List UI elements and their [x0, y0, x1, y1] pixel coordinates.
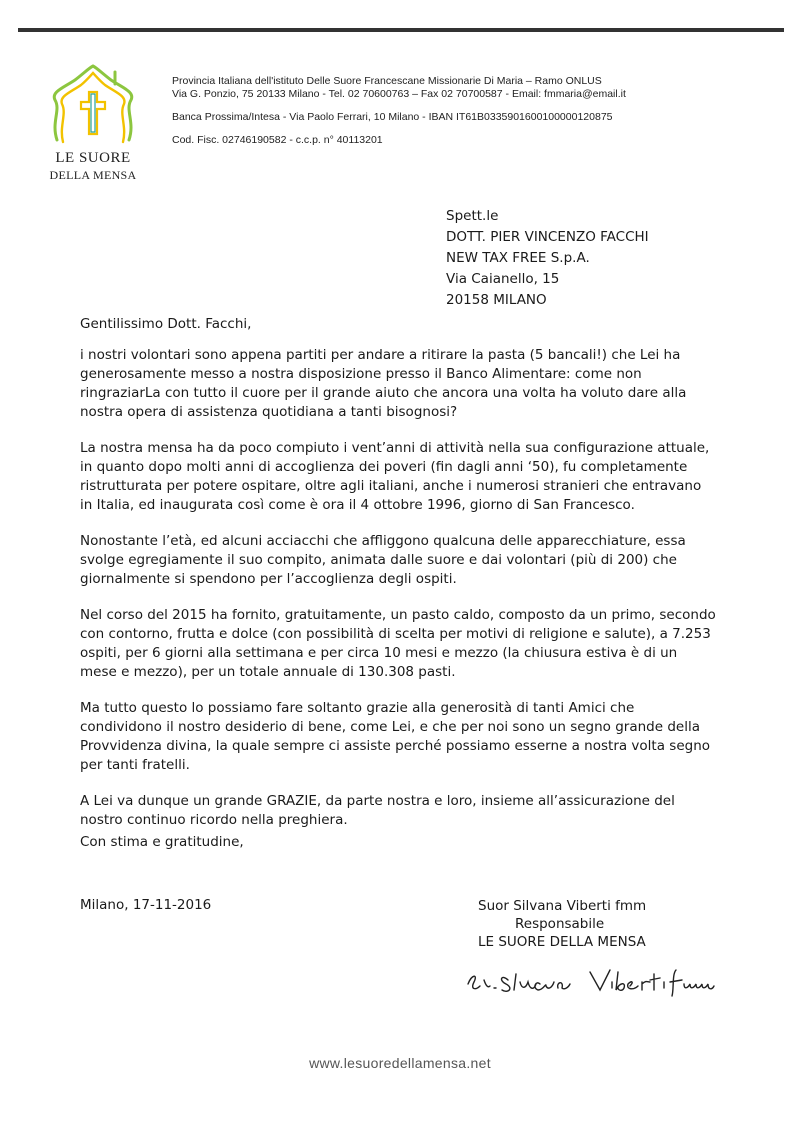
salutation: Gentilissimo Dott. Facchi,	[80, 316, 252, 332]
body-paragraph: Nonostante l’età, ed alcuni acciacchi che affliggono qualcuna delle apparecchiature, essa svolge egregiamente il suo compito, animata dalle suore e dai volontari (più di 200) che giornalmente si spendono per l’accoglienza degli ospiti.	[80, 533, 686, 587]
body-paragraph: La nostra mensa ha da poco compiuto i vent’anni di attività nella sua configurazione attuale, in quanto dopo molti anni di accoglienza dei poveri (fin dagli anni ‘50), fu completamente ristrutturata per potere ospitare, oltre agli italiani, anche i numerosi stranieri che entravano in Italia, ed inaugurata così come è ora il 4 ottobre 1996, giorno di San Francesco.	[80, 440, 710, 513]
body-paragraph: Ma tutto questo lo possiamo fare soltanto grazie alla generosità di tanti Amici che condividono il nostro desiderio di bene, come Lei, e che per noi sono un segno grande della Provvidenza divina, la quale sempre ci assiste perché possiamo esserne a nostra volta segno per tanti fratelli.	[80, 700, 711, 773]
recipient-greeting: Spett.le	[446, 208, 499, 224]
recipient-address	[446, 206, 649, 311]
signatory-organization: LE SUORE DELLA MENSA	[478, 934, 646, 950]
header-fiscal-line: Cod. Fisc. 02746190582 - c.c.p. n° 40113201	[172, 134, 383, 146]
website-footer[interactable]: www.lesuoredellamensa.net	[309, 1055, 491, 1071]
date-line: Milano, 17-11-2016	[80, 897, 212, 913]
house-cross-icon	[45, 62, 141, 148]
recipient-name: DOTT. PIER VINCENZO FACCHI	[446, 229, 649, 245]
signatory-name: Suor Silvana Viberti fmm	[478, 898, 647, 914]
header-bank-line: Banca Prossima/Intesa - Via Paolo Ferrari, 10 Milano - IBAN IT61B0335901600100000120875	[172, 111, 613, 123]
body-paragraph: A Lei va dunque un grande GRAZIE, da parte nostra e loro, insieme all’assicurazione del nostro continuo ricordo nella preghiera.	[80, 793, 675, 828]
body-paragraph: i nostri volontari sono appena partiti per andare a ritirare la pasta (5 bancali!) che Lei ha generosamente messo a nostra disposizione presso il Banco Alimentare: come non ringraziarLa con tutto il cuore per il grande aiuto che ancora una volta ha voluto dare alla nostra opera di assistenza quotidiana a tanti bisognosi?	[80, 347, 687, 420]
top-rule	[18, 28, 784, 32]
header-organization-line: Provincia Italiana dell'istituto Delle Suore Francescane Missionarie Di Maria – Ramo ONLUS	[172, 75, 602, 87]
letter-body	[80, 346, 716, 847]
closing-phrase: Con stima e gratitudine,	[80, 834, 244, 850]
handwritten-signature	[462, 960, 722, 1000]
logo-title: LE SUORE	[55, 150, 131, 166]
recipient-city: 20158 MILANO	[446, 292, 547, 308]
signatory-role: Responsabile	[515, 916, 605, 932]
recipient-street: Via Caianello, 15	[446, 271, 560, 287]
header-address-line: Via G. Ponzio, 75 20133 Milano - Tel. 02 70600763 – Fax 02 70700587 - Email: fmmaria@email.it	[172, 88, 626, 100]
body-paragraph: Nel corso del 2015 ha fornito, gratuitamente, un pasto caldo, composto da un primo, secondo con contorno, frutta e dolce (con possibilità di scelta per motivi di religione e salute), a 7.253 ospiti, per 6 giorni alla settimana e per circa 10 mesi e mezzo (la chiusura estiva è di un mese e mezzo), per un totale annuale di 130.308 pasti.	[80, 607, 716, 680]
organization-logo	[38, 62, 148, 182]
recipient-company: NEW TAX FREE S.p.A.	[446, 250, 590, 266]
logo-subtitle: DELLA MENSA	[49, 168, 137, 182]
signatory-block	[478, 897, 646, 951]
